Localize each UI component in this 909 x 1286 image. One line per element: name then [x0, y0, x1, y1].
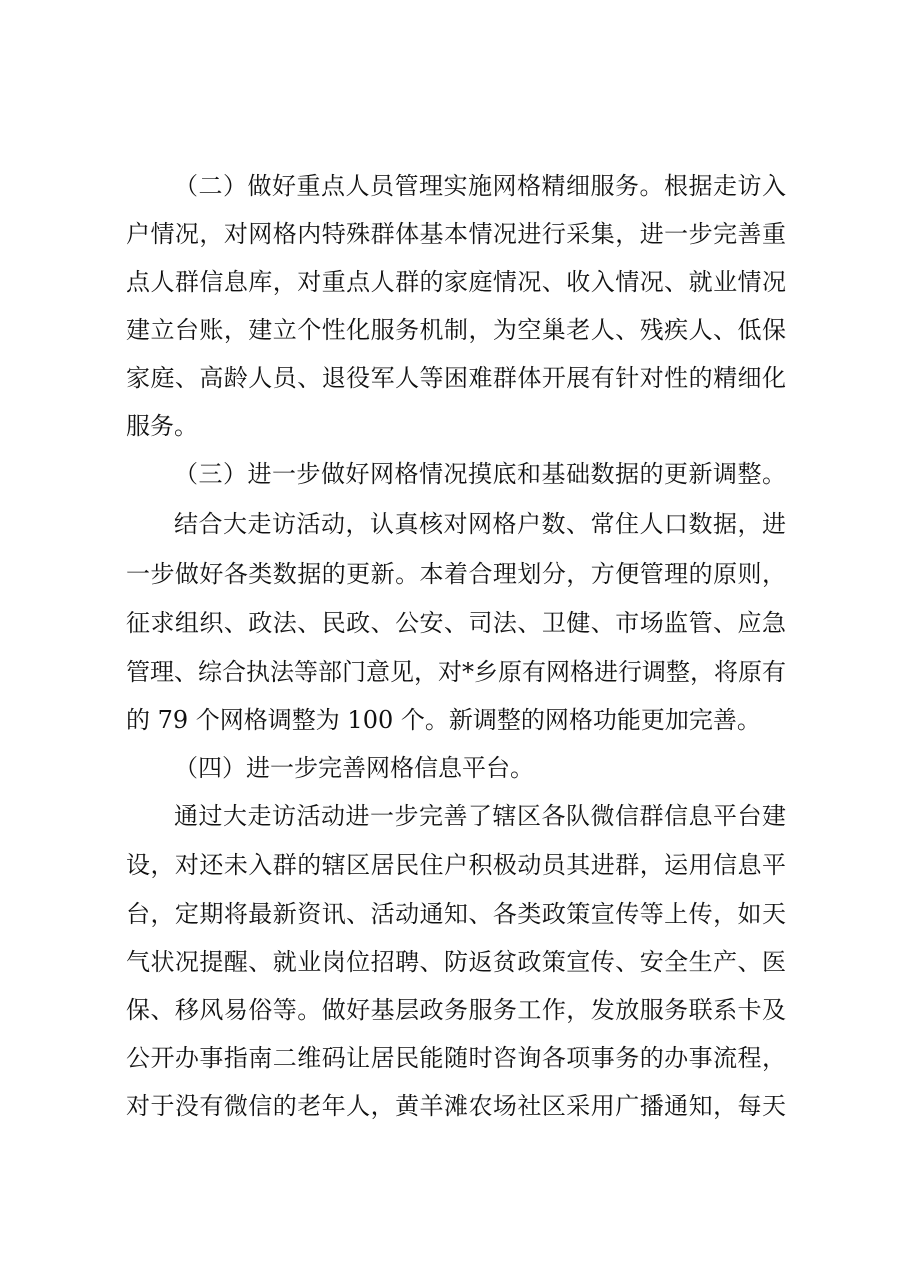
- section2-line-6: 服务。: [126, 412, 198, 440]
- section3-heading: （三）进一步做好网格情况摸底和基础数据的更新调整。: [174, 460, 786, 488]
- section4-line-2: 设，对还未入群的辖区居民住户积极动员其进群，运用信息平: [126, 851, 786, 879]
- section2-line-4: 建立台账，建立个性化服务机制，为空巢老人、残疾人、低保: [126, 316, 786, 344]
- section4-line-7: 对于没有微信的老年人，黄羊滩农场社区采用广播通知，每天: [126, 1092, 786, 1120]
- section4-line-4: 气状况提醒、就业岗位招聘、防返贫政策宣传、安全生产、医: [126, 948, 786, 976]
- section3-line-2: 一步做好各类数据的更新。本着合理划分，方便管理的原则，: [126, 560, 786, 588]
- section4-line-1: 通过大走访活动进一步完善了辖区各队微信群信息平台建: [174, 802, 786, 830]
- section2-line-2: 户情况，对网格内特殊群体基本情况进行采集，进一步完善重: [126, 220, 786, 248]
- section4-line-5: 保、移风易俗等。做好基层政务服务工作，发放服务联系卡及: [126, 996, 786, 1024]
- section2-line-3: 点人群信息库，对重点人群的家庭情况、收入情况、就业情况: [126, 268, 786, 296]
- section2-line-5: 家庭、高龄人员、退役军人等困难群体开展有针对性的精细化: [126, 364, 786, 392]
- section2-line-1: （二）做好重点人员管理实施网格精细服务。根据走访入: [174, 172, 786, 200]
- section3-line-5: 的 79 个网格调整为 100 个。新调整的网格功能更加完善。: [126, 706, 761, 734]
- section3-line-1: 结合大走访活动，认真核对网格户数、常住人口数据，进: [174, 510, 786, 538]
- section4-heading: （四）进一步完善网格信息平台。: [174, 754, 534, 782]
- section3-line-4: 管理、综合执法等部门意见，对*乡原有网格进行调整，将原有: [126, 658, 786, 686]
- section3-line-3: 征求组织、政法、民政、公安、司法、卫健、市场监管、应急: [126, 609, 786, 637]
- section4-line-6: 公开办事指南二维码让居民能随时咨询各项事务的办事流程，: [126, 1044, 786, 1072]
- section4-line-3: 台，定期将最新资讯、活动通知、各类政策宣传等上传，如天: [126, 900, 786, 928]
